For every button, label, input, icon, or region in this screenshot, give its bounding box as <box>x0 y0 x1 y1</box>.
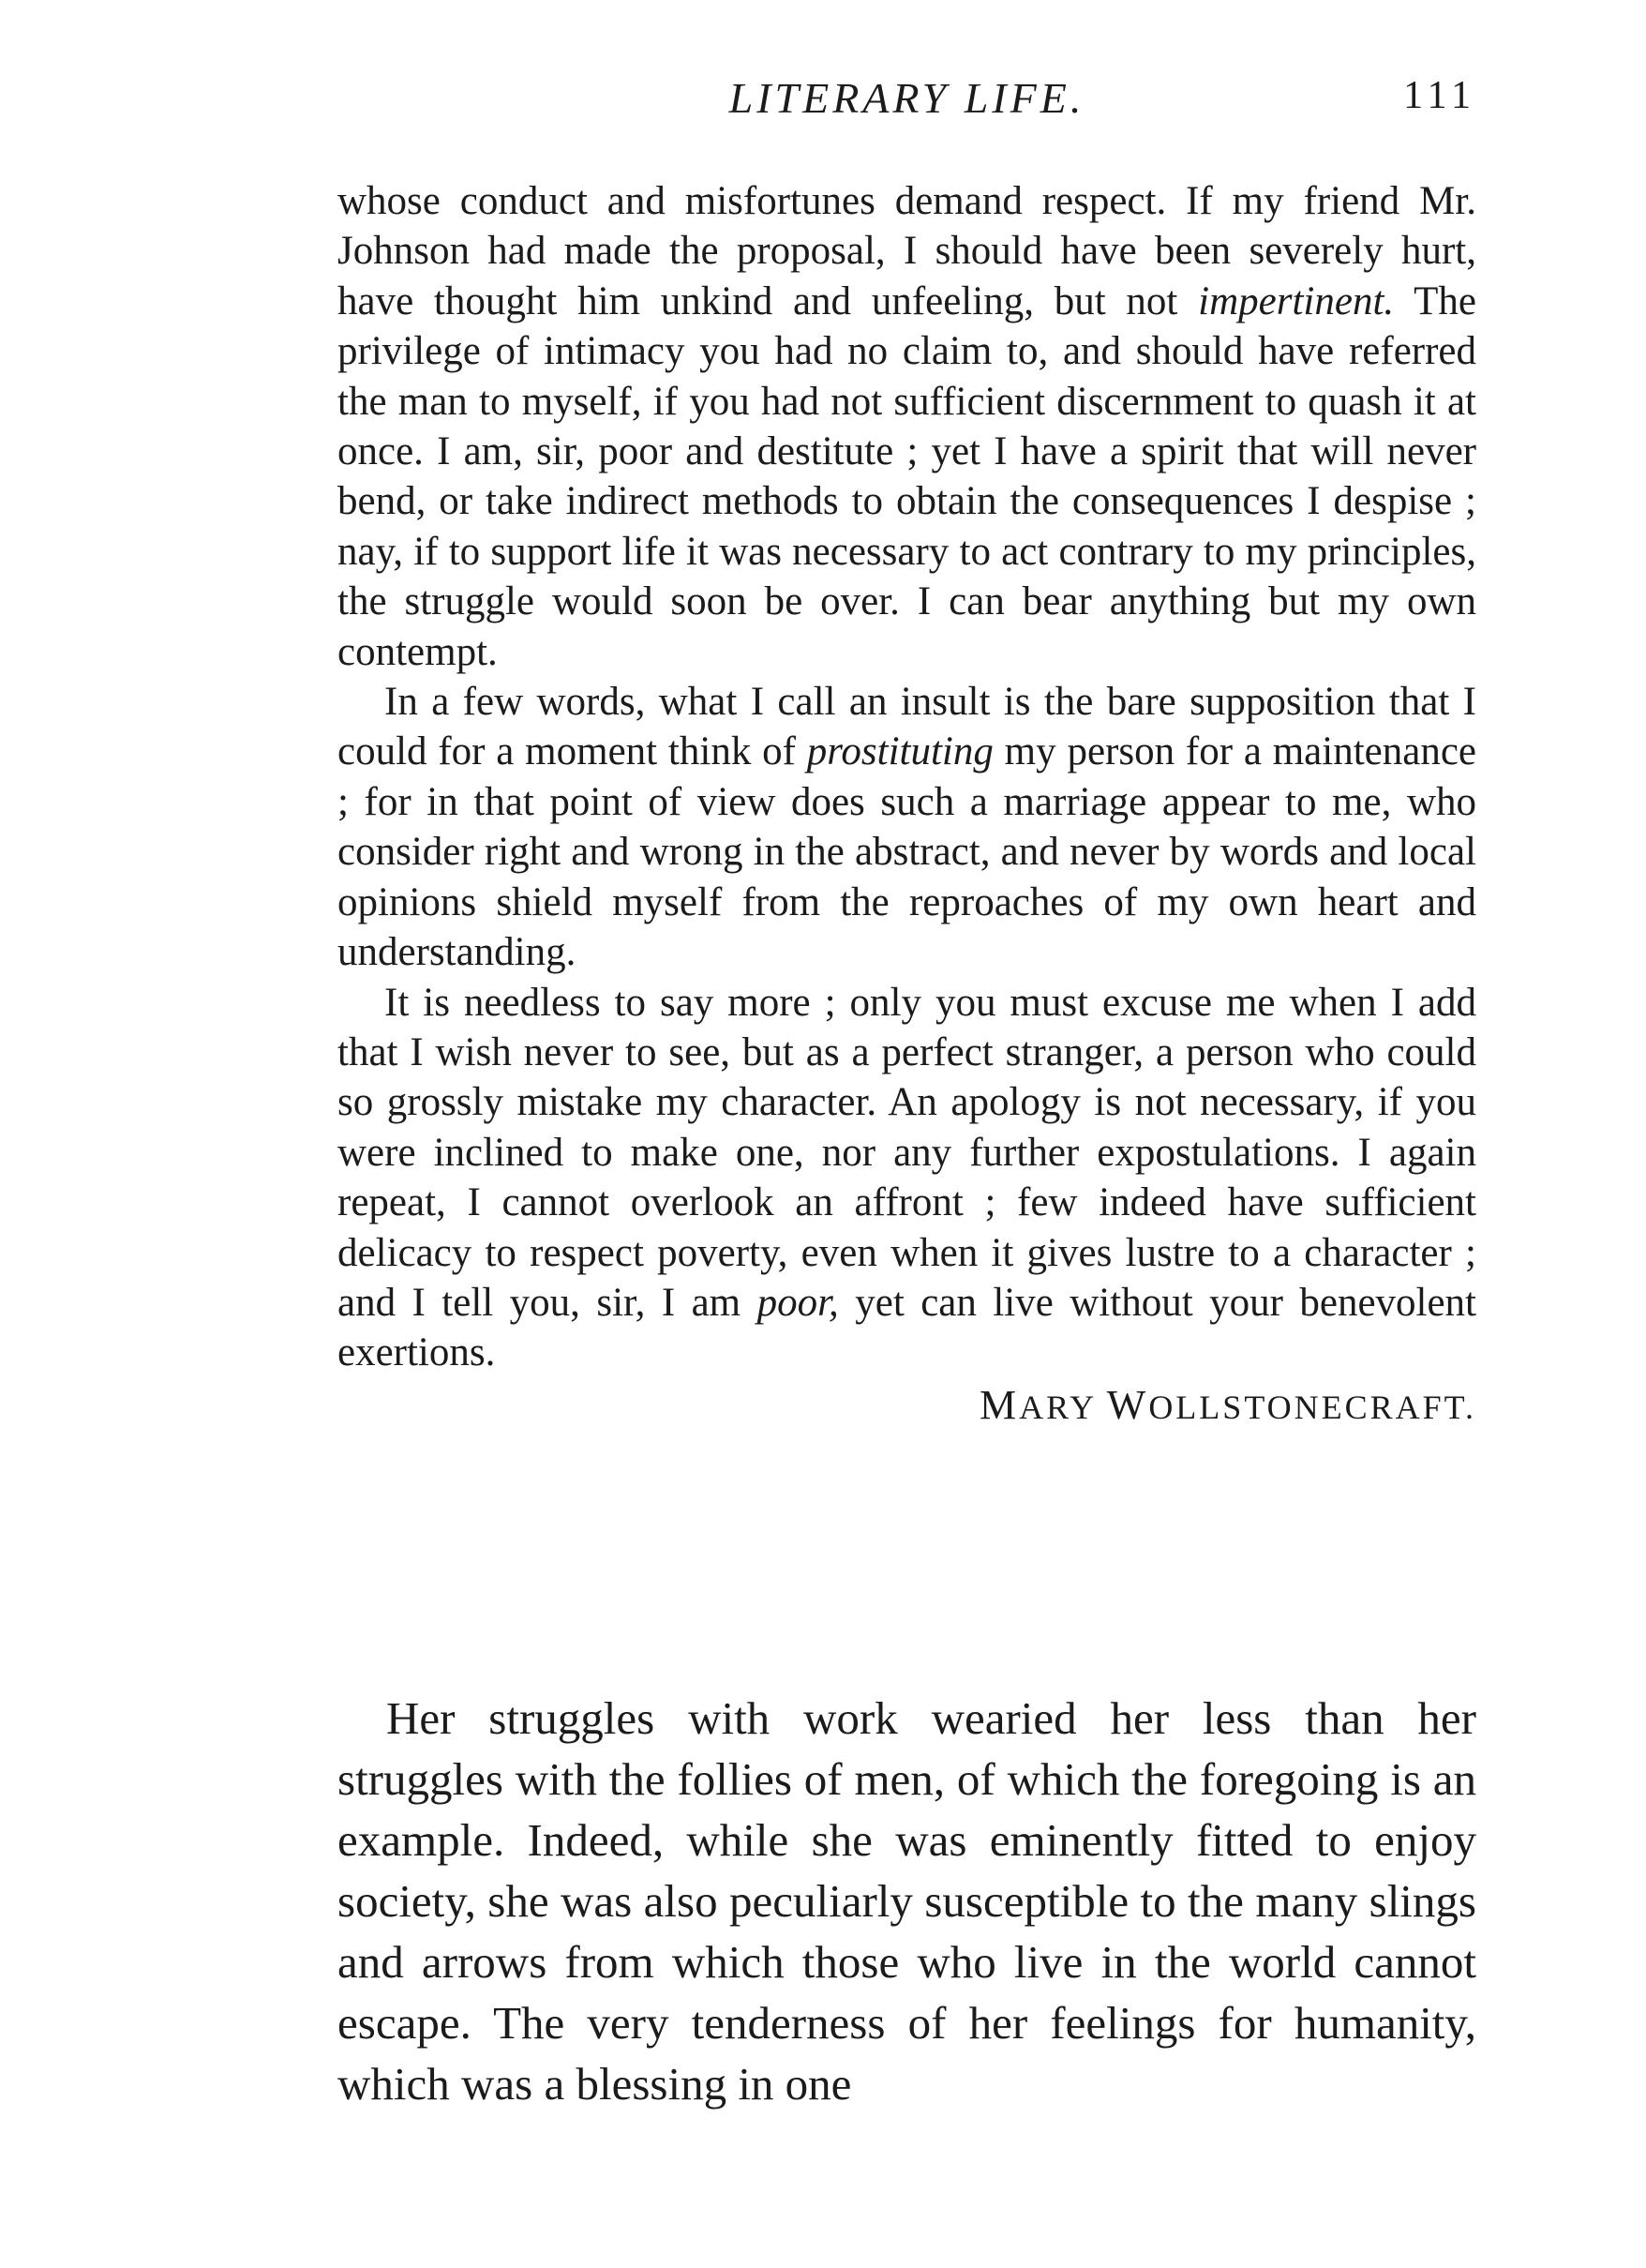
letter-paragraph-1-emphasis: impertinent. <box>1198 278 1395 323</box>
signature-first-rest: ARY <box>1019 1388 1096 1426</box>
letter-paragraph-1-text: whose conduct and misfortunes demand respect. If my friend Mr. Johnson had made the proposal, I should have been severely hurt, have thought him unkind and unfeeling, but not <box>337 179 1476 323</box>
signature-last-initial: W <box>1106 1381 1149 1428</box>
letter-paragraph-3-text-continued: yet can live without your benevolent exertions. <box>337 1280 1477 1375</box>
narrative-paragraph-1: Her struggles with work wearied her less than her struggles with the follies of men, of which the foregoing is an example. Indeed, while she was eminently fitted to enjoy society, she was also peculiarly susceptible to the many slings and arrows from which those who live in the world cannot escape. The very tenderness of her feelings for humanity, which was a blessing in one <box>337 1692 1476 2110</box>
page-number: 111 <box>1403 74 1476 117</box>
letter-paragraph-2-emphasis: prostituting <box>806 729 994 774</box>
letter-paragraph-1 <box>337 176 1476 677</box>
letter-paragraph-2-text-continued: my person for a maintenance ; for in that point of view does such a marriage appear to me, who consider right and wrong in the abstract, and never by words and local opinions shield myself from the reproaches of my own heart and understanding. <box>337 729 1477 975</box>
letter-paragraph-3-emphasis: poor, <box>756 1280 839 1325</box>
signature-last-rest: OLLSTONECRAFT. <box>1148 1388 1476 1426</box>
letter-paragraph-3-text: It is needless to say more ; only you must excuse me when I add that I wish never to see, but as a perfect stranger, a person who could so grossly mistake my character. An apology is not necessary, if you were inclined to make one, nor any further expostulations. I again repeat, I cannot overlook an affront ; few indeed have sufficient delicacy to respect poverty, even when it gives lustre to a character ; and I tell you, sir, I am <box>337 980 1476 1325</box>
running-head <box>337 73 1476 139</box>
letter-paragraph-3 <box>337 978 1476 1378</box>
narrative-block <box>337 1688 1476 2114</box>
letter-block <box>337 176 1476 1433</box>
running-title: LITERARY LIFE. <box>728 74 1085 122</box>
letter-paragraph-2 <box>337 677 1476 977</box>
letter-paragraph-1-text-continued: The privilege of intimacy you had no claim to, and should have referred the man to myself, if you had not sufficient discernment to quash it at once. I am, sir, poor and destitute ; yet I have a spirit that will never bend, or take indirect methods to obtain the consequences I despise ; nay, if to support life it was necessary to act contrary to my principles, the struggle would soon be over. I can bear anything but my own contempt. <box>337 278 1476 674</box>
letter-signature <box>337 1380 1476 1433</box>
signature-first-initial: M <box>979 1381 1020 1428</box>
letter-paragraph-2-text: In a few words, what I call an insult is the bare supposition that I could for a moment think of <box>337 680 1476 774</box>
